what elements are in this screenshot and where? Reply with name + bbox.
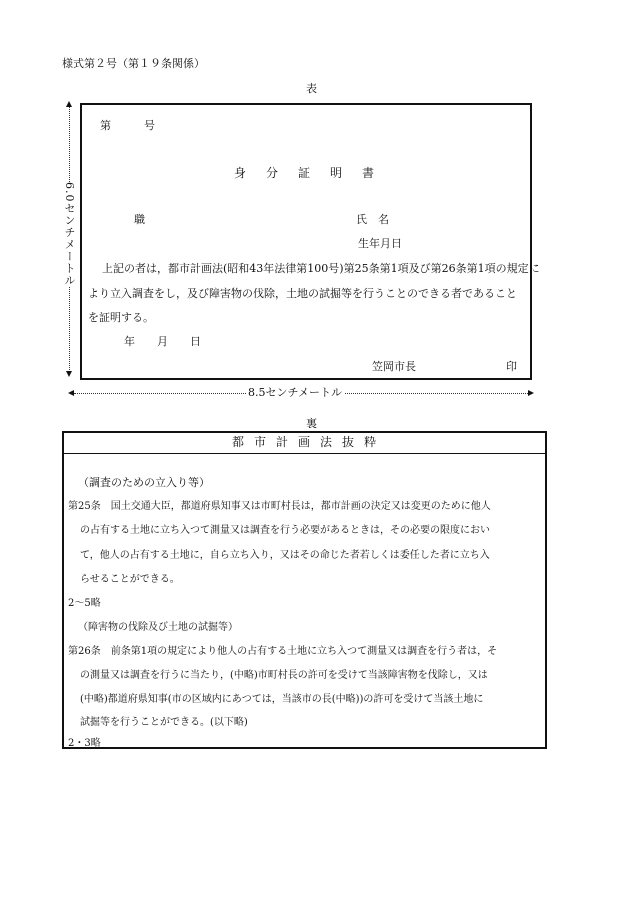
article-26-line-2: の測量又は調査を行うに当たり，(中略)市町村長の許可を受けて当該障害物を伐除し，又は [80, 670, 488, 681]
article-25-line-3: て，他人の占有する土地に，自ら立ち入り，又はその命じた者若しくは委任した者に立ち入 [80, 550, 490, 561]
omission-note-1: 2〜5略 [68, 598, 101, 609]
article-25-line-4: らせることができる。 [80, 574, 180, 585]
issue-date-label: 年 月 日 [124, 335, 201, 348]
arrow-down-icon [66, 371, 72, 377]
birthdate-label: 生年月日 [358, 237, 402, 250]
article-26-line-1: 第26条 前条第1項の規定により他人の占有する土地に立ち入つて測量又は調査を行う者は，そ [68, 646, 498, 657]
post-label: 職 [134, 213, 145, 226]
article-25-line-1: 第25条 国土交通大臣，都道府県知事又は市町村長は，都市計画の決定又は変更のために他人 [68, 501, 491, 512]
name-label: 氏 名 [356, 213, 389, 226]
id-card-front [80, 103, 540, 380]
arrow-right-icon [528, 390, 534, 396]
height-dimension-label: 6.0センチメートル [63, 182, 76, 287]
certificate-body-line-2: より立入調査をし，及び障害物の伐除，土地の試掘等を行うことのできる者であること [88, 287, 517, 300]
front-heading: 表 [306, 82, 317, 95]
law-excerpt-title: 都市計画法抜粋 [232, 435, 387, 449]
certificate-body-line-3: を証明する。 [88, 311, 154, 324]
form-label: 様式第２号（第１９条関係） [62, 57, 205, 70]
arrow-up-icon [66, 101, 72, 107]
issuer-name: 笠岡市長 [372, 360, 416, 373]
section-heading-survey-entry: （調査のための立入り等） [78, 476, 210, 489]
certificate-body-line-1: 上記の者は，都市計画法(昭和43年法律第100号)第25条第1項及び第26条第1項の規定に [102, 262, 540, 275]
id-card-back [62, 431, 547, 749]
arrow-left-icon [68, 390, 74, 396]
back-heading: 裏 [306, 417, 317, 430]
certificate-title: 身分証明書 [234, 166, 395, 180]
section-heading-obstacle-removal: （障害物の伐除及び土地の試掘等） [78, 622, 238, 633]
article-25-line-2: の占有する土地に立ち入つて測量又は調査を行う必要があるときは，その必要の限度におい [80, 525, 490, 536]
title-divider [64, 453, 545, 454]
seal-mark: 印 [506, 360, 517, 373]
width-dimension-label: 8.5センチメートル [248, 386, 343, 399]
certificate-number-label: 第 号 [100, 119, 155, 132]
article-26-line-4: 試掘等を行うことができる。(以下略) [80, 717, 248, 728]
omission-note-2: 2・3略 [68, 738, 101, 749]
article-26-line-3: (中略)都道府県知事(市の区域内にあつては，当該市の長(中略))の許可を受けて当該土地に [80, 694, 484, 705]
